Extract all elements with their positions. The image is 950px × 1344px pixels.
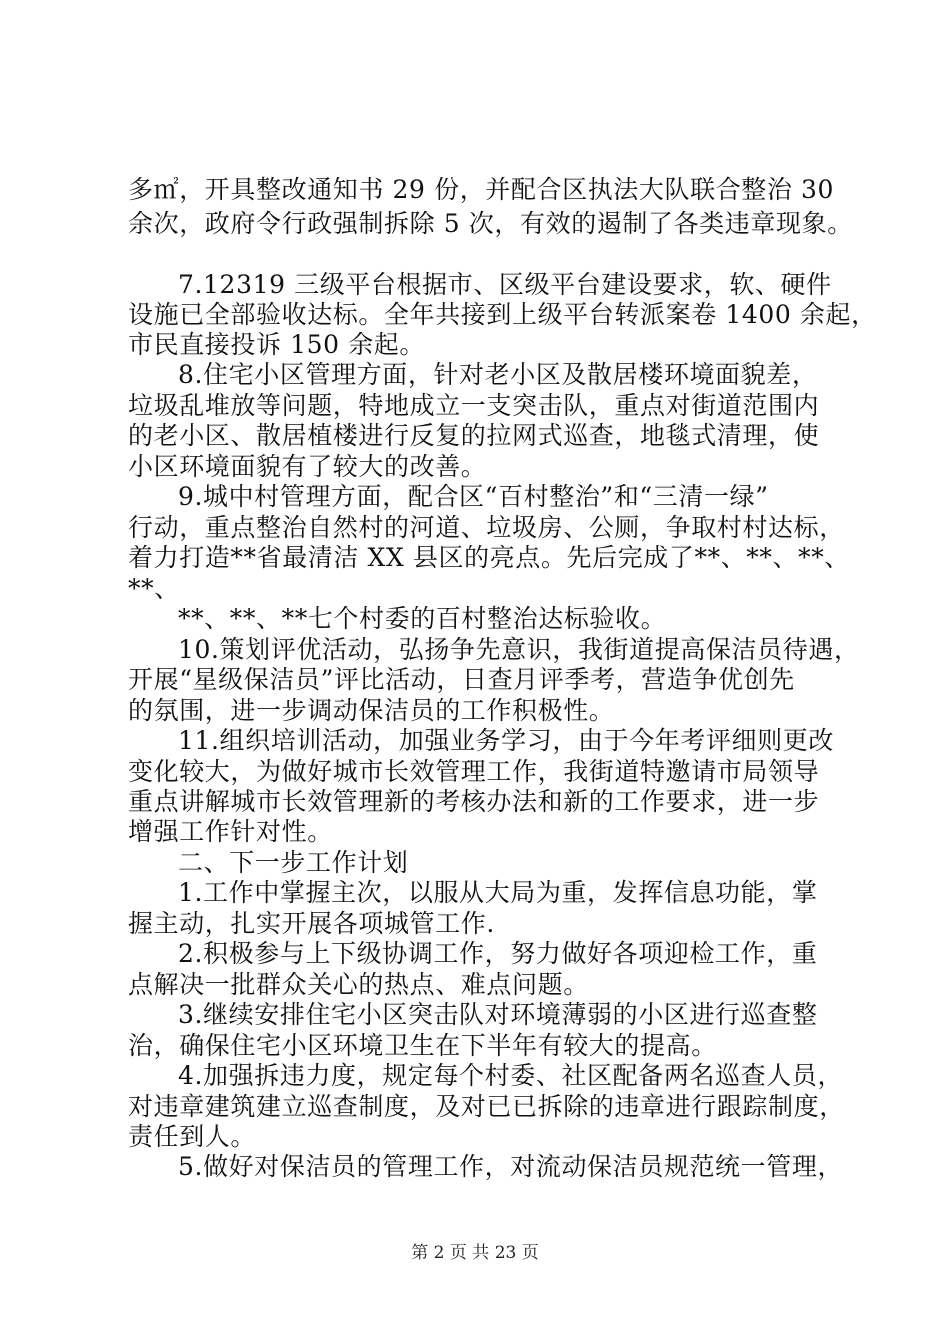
text-line: 重点讲解城市长效管理新的考核办法和新的工作要求，进一步 <box>128 787 820 816</box>
text-line: 1.工作中掌握主次，以服从大局为重，发挥信息功能，掌 <box>178 878 818 907</box>
text-line: 3.继续安排住宅小区突击队对环境薄弱的小区进行巡查整 <box>178 1000 818 1029</box>
text-line: 增强工作针对性。 <box>128 817 333 846</box>
text-line: **、 <box>128 574 180 603</box>
text-line: 小区环境面貌有了较大的改善。 <box>128 452 487 481</box>
text-line: 5.做好对保洁员的管理工作，对流动保洁员规范统一管理， <box>178 1152 844 1181</box>
text-line: 余次，政府令行政强制拆除 5 次，有效的遏制了各类违章现象。 <box>128 209 853 238</box>
text-line: 握主动，扎实开展各项城管工作. <box>128 909 495 938</box>
text-line: 点解决一批群众关心的热点、难点问题。 <box>128 970 589 999</box>
text-line: 11.组织培训活动，加强业务学习，由于今年考评细则更改 <box>178 726 834 755</box>
text-line: 开展“星级保洁员”评比活动，日查月评季考，营造争优创先 <box>128 665 795 694</box>
text-line: 治，确保住宅小区环境卫生在下半年有较大的提高。 <box>128 1031 717 1060</box>
text-line: 责任到人。 <box>128 1122 257 1151</box>
text-line: 多㎡，开具整改通知书 29 份，并配合区执法大队联合整治 30 <box>128 175 835 204</box>
text-line: 7.12319 三级平台根据市、区级平台建设要求，软、硬件 <box>178 270 832 299</box>
text-line: 8.住宅小区管理方面，针对老小区及散居楼环境面貌差， <box>178 360 818 389</box>
text-line: 的氛围，进一步调动保洁员的工作积极性。 <box>128 696 615 725</box>
text-line: 10.策划评优活动，弘扬争先意识，我街道提高保洁员待遇， <box>178 635 860 664</box>
text-line: 垃圾乱堆放等问题，特地成立一支突击队，重点对街道范围内 <box>128 391 820 420</box>
text-line: 9.城中村管理方面，配合区“百村整治”和“三清一绿” <box>178 482 769 511</box>
text-line: 行动，重点整治自然村的河道、垃圾房、公厕，争取村村达标， <box>128 513 845 542</box>
text-line: 着力打造**省最清洁 XX 县区的亮点。先后完成了**、**、**、 <box>128 543 850 572</box>
section-heading: 二、下一步工作计划 <box>178 848 409 877</box>
text-line: 2.积极参与上下级协调工作，努力做好各项迎检工作，重 <box>178 939 818 968</box>
page-number-footer: 第 2 页 共 23 页 <box>411 1243 539 1263</box>
text-line: **、**、**七个村委的百村整治达标验收。 <box>178 604 667 633</box>
text-line: 市民直接投诉 150 余起。 <box>128 330 426 359</box>
text-line: 对违章建筑建立巡查制度，及对已已拆除的违章进行跟踪制度， <box>128 1092 845 1121</box>
text-line: 4.加强拆违力度，规定每个村委、社区配备两名巡查人员， <box>178 1061 844 1090</box>
text-line: 的老小区、散居植楼进行反复的拉网式巡查，地毯式清理，使 <box>128 421 820 450</box>
text-line: 设施已全部验收达标。全年共接到上级平台转派案卷 1400 余起， <box>128 300 877 329</box>
text-line: 变化较大，为做好城市长效管理工作，我街道特邀请市局领导 <box>128 757 820 786</box>
